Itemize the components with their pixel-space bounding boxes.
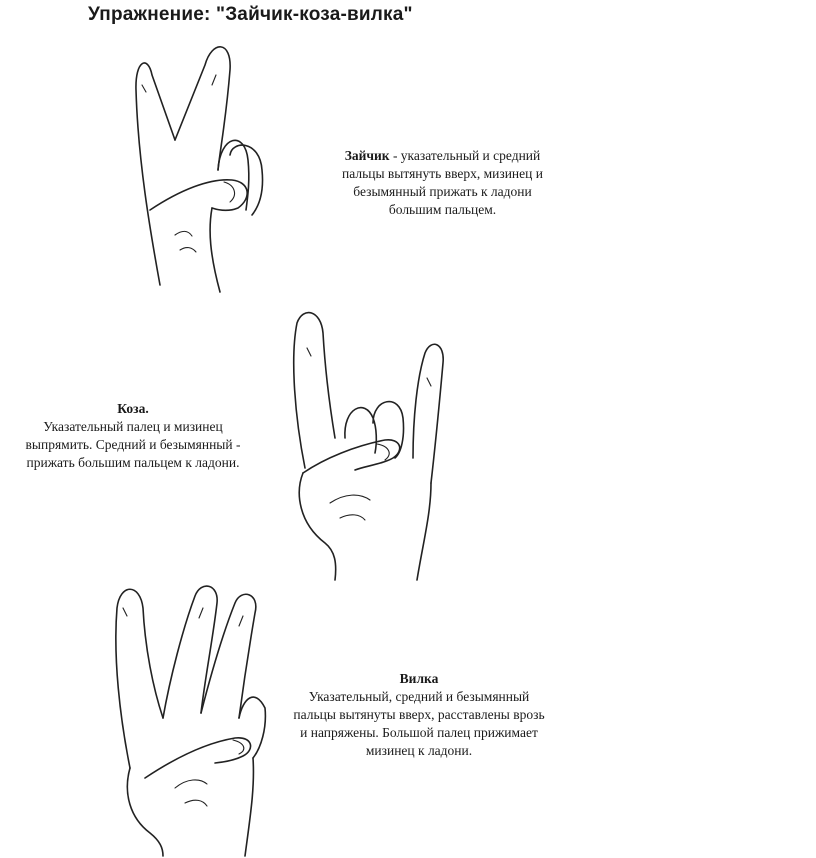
hand-goat-icon xyxy=(285,308,450,583)
page-title: Упражнение: "Зайчик-коза-вилка" xyxy=(88,4,413,25)
hand-bunny-icon xyxy=(120,30,280,295)
hand-fork-icon xyxy=(105,578,270,858)
bunny-description: Зайчик - указательный и средний пальцы вытянуть вверх, мизинец и безымянный прижать к ладони большим пальцем. xyxy=(342,148,543,217)
goat-description: Коза. Указательный палец и мизинец выпрямить. Средний и безымянный - прижать большим пальцем к ладони. xyxy=(25,401,241,470)
fork-description: Вилка Указательный, средний и безымянный пальцы вытянуты вверх, расставлены врозь и напряжены. Большой палец прижимает мизинец к ладони. xyxy=(293,671,545,758)
